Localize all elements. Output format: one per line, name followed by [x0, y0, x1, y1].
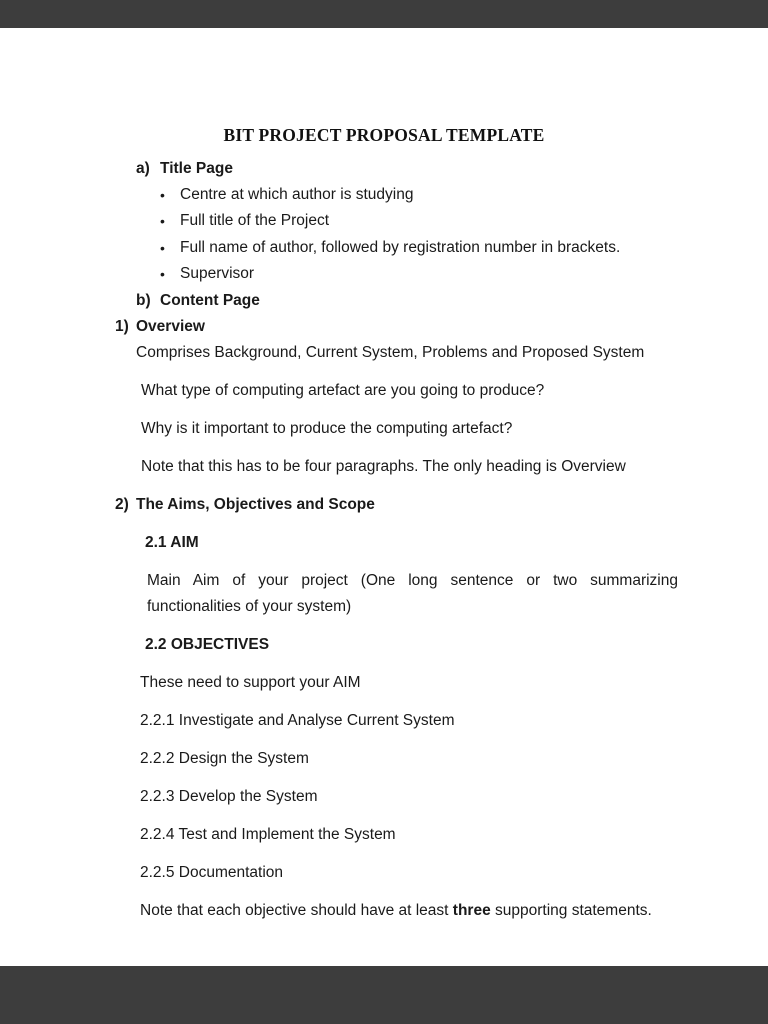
- bullet-marker: •: [160, 239, 165, 256]
- outline-heading-b: Content Page: [160, 291, 260, 309]
- bullet-text: Full name of author, followed by registration number in brackets.: [180, 238, 621, 256]
- list-item: [136, 235, 678, 261]
- objective-item: 2.2.1 Investigate and Analyse Current System: [140, 711, 455, 729]
- objective-item: 2.2.3 Develop the System: [140, 787, 318, 805]
- bullet-text: Centre at which author is studying: [180, 186, 414, 203]
- objective-item: 2.2.5 Documentation: [140, 863, 284, 881]
- outline-label-a: a): [136, 160, 150, 177]
- list-item: [136, 182, 678, 208]
- bullet-marker: •: [160, 187, 165, 203]
- title-page-bullet-list: [136, 182, 678, 288]
- document-page: [0, 28, 768, 966]
- section-1-number: 1): [115, 317, 129, 335]
- list-item: [136, 208, 678, 234]
- list-item: [136, 261, 678, 287]
- objective-item: 2.2.2 Design the System: [140, 749, 309, 767]
- objectives-subheading: 2.2 OBJECTIVES: [145, 635, 270, 653]
- objectives-intro-paragraph: These need to support your AIM: [140, 673, 361, 691]
- outline-heading-a: Title Page: [160, 160, 233, 177]
- section-1-heading: Overview: [136, 317, 205, 335]
- section-2-number: 2): [115, 495, 129, 513]
- document-title: BIT PROJECT PROPOSAL TEMPLATE: [223, 125, 545, 145]
- outline-label-b: b): [136, 291, 151, 309]
- note-bold-word: three: [452, 901, 491, 919]
- objective-item: 2.2.4 Test and Implement the System: [140, 825, 396, 843]
- paragraph: Note that this has to be four paragraphs. The only heading is Overview: [141, 457, 626, 475]
- outline-item-a: [136, 156, 678, 182]
- outline-item-b: [136, 288, 678, 314]
- aim-subheading: 2.1 AIM: [145, 533, 199, 551]
- paragraph: Comprises Background, Current System, Problems and Proposed System: [136, 343, 645, 361]
- section-2-heading-row: [115, 492, 678, 518]
- bullet-marker: •: [160, 213, 165, 230]
- bullet-text: Full title of the Project: [180, 212, 330, 230]
- aim-paragraph: Main Aim of your project (One long sentence or two summarizing functionalities of your system): [147, 571, 678, 615]
- bullet-marker: •: [160, 266, 165, 283]
- section-1-heading-row: [115, 314, 678, 340]
- note-text-prefix: Note that each objective should have at least: [140, 901, 453, 919]
- note-text-suffix: supporting statements.: [490, 901, 652, 919]
- bullet-text: Supervisor: [180, 265, 255, 283]
- paragraph: Why is it important to produce the computing artefact?: [141, 419, 513, 437]
- section-2-heading: The Aims, Objectives and Scope: [136, 495, 375, 513]
- paragraph: What type of computing artefact are you going to produce?: [141, 381, 545, 399]
- note-paragraph: [136, 898, 678, 924]
